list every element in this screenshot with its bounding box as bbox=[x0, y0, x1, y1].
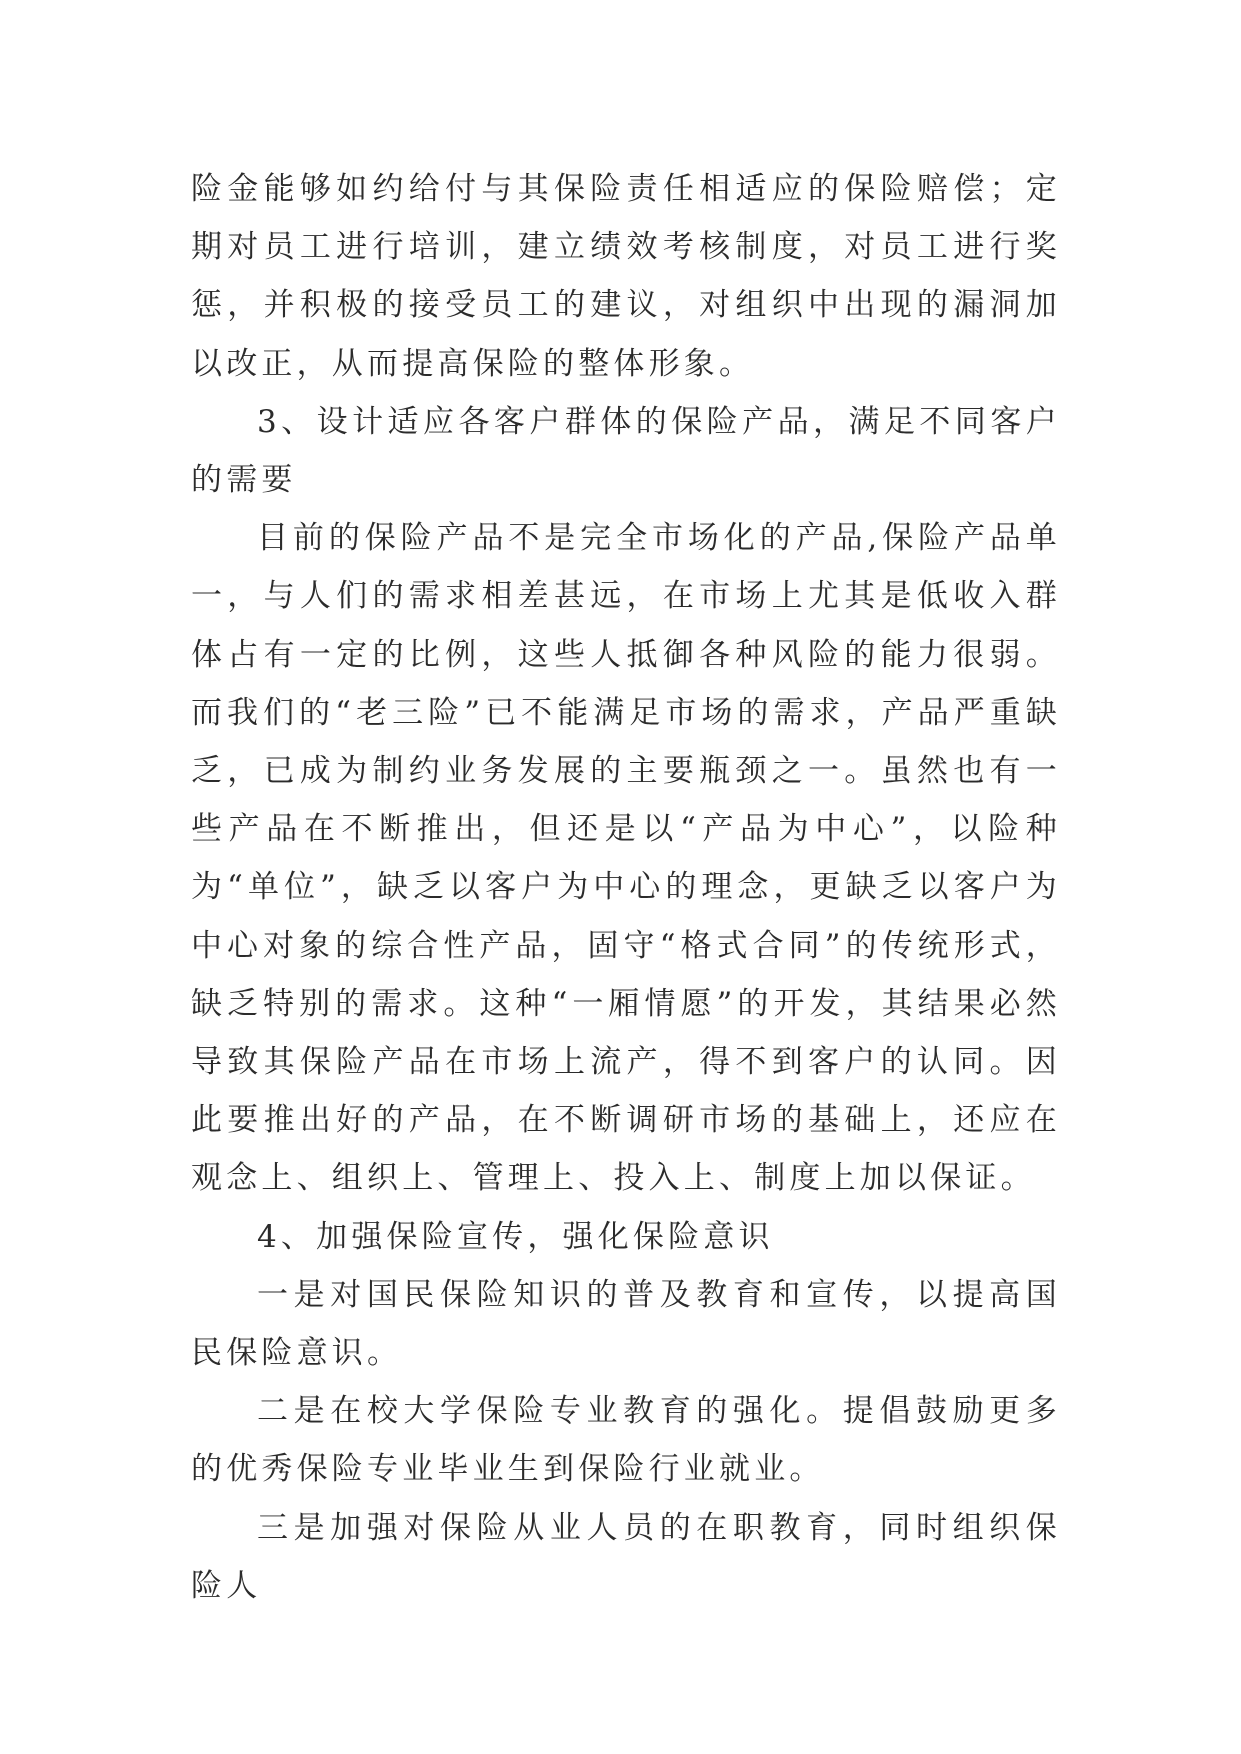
paragraph-product-analysis: 目前的保险产品不是完全市场化的产品,保险产品单一，与人们的需求相差甚远，在市场上尤其是低收入群体占有一定的比例，这些人抵御各种风险的能力很弱。而我们的“老三险”已不能满足市场的需求，产品严重缺乏，已成为制约业务发展的主要瓶颈之一。虽然也有一些产品在不断推出，但还是以“产品为中心”，以险种为“单位”，缺乏以客户为中心的理念，更缺乏以客户为中心对象的综合性产品，固守“格式合同”的传统形式，缺乏特别的需求。这种“一厢情愿”的开发，其结果必然导致其保险产品在市场上流产，得不到客户的认同。因此要推出好的产品，在不断调研市场的基础上，还应在观念上、组织上、管理上、投入上、制度上加以保证。 bbox=[191, 520, 1061, 1197]
document-body bbox=[191, 160, 1061, 1615]
paragraph-continuation: 险金能够如约给付与其保险责任相适应的保险赔偿；定期对员工进行培训，建立绩效考核制度，对员工进行奖惩，并积极的接受员工的建议，对组织中出现的漏洞加以改正，从而提高保险的整体形象。 bbox=[191, 171, 1061, 382]
paragraph-point-two: 二是在校大学保险专业教育的强化。提倡鼓励更多的优秀保险专业毕业生到保险行业就业。 bbox=[191, 1393, 1061, 1488]
section-heading-4: 4、加强保险宣传，强化保险意识 bbox=[257, 1218, 774, 1255]
paragraph-point-three: 三是加强对保险从业人员的在职教育，同时组织保险人 bbox=[191, 1509, 1061, 1604]
paragraph-point-one: 一是对国民保险知识的普及教育和宣传，以提高国民保险意识。 bbox=[191, 1276, 1061, 1372]
section-heading-3: 3、设计适应各客户群体的保险产品，满足不同客户的需要 bbox=[191, 403, 1061, 499]
